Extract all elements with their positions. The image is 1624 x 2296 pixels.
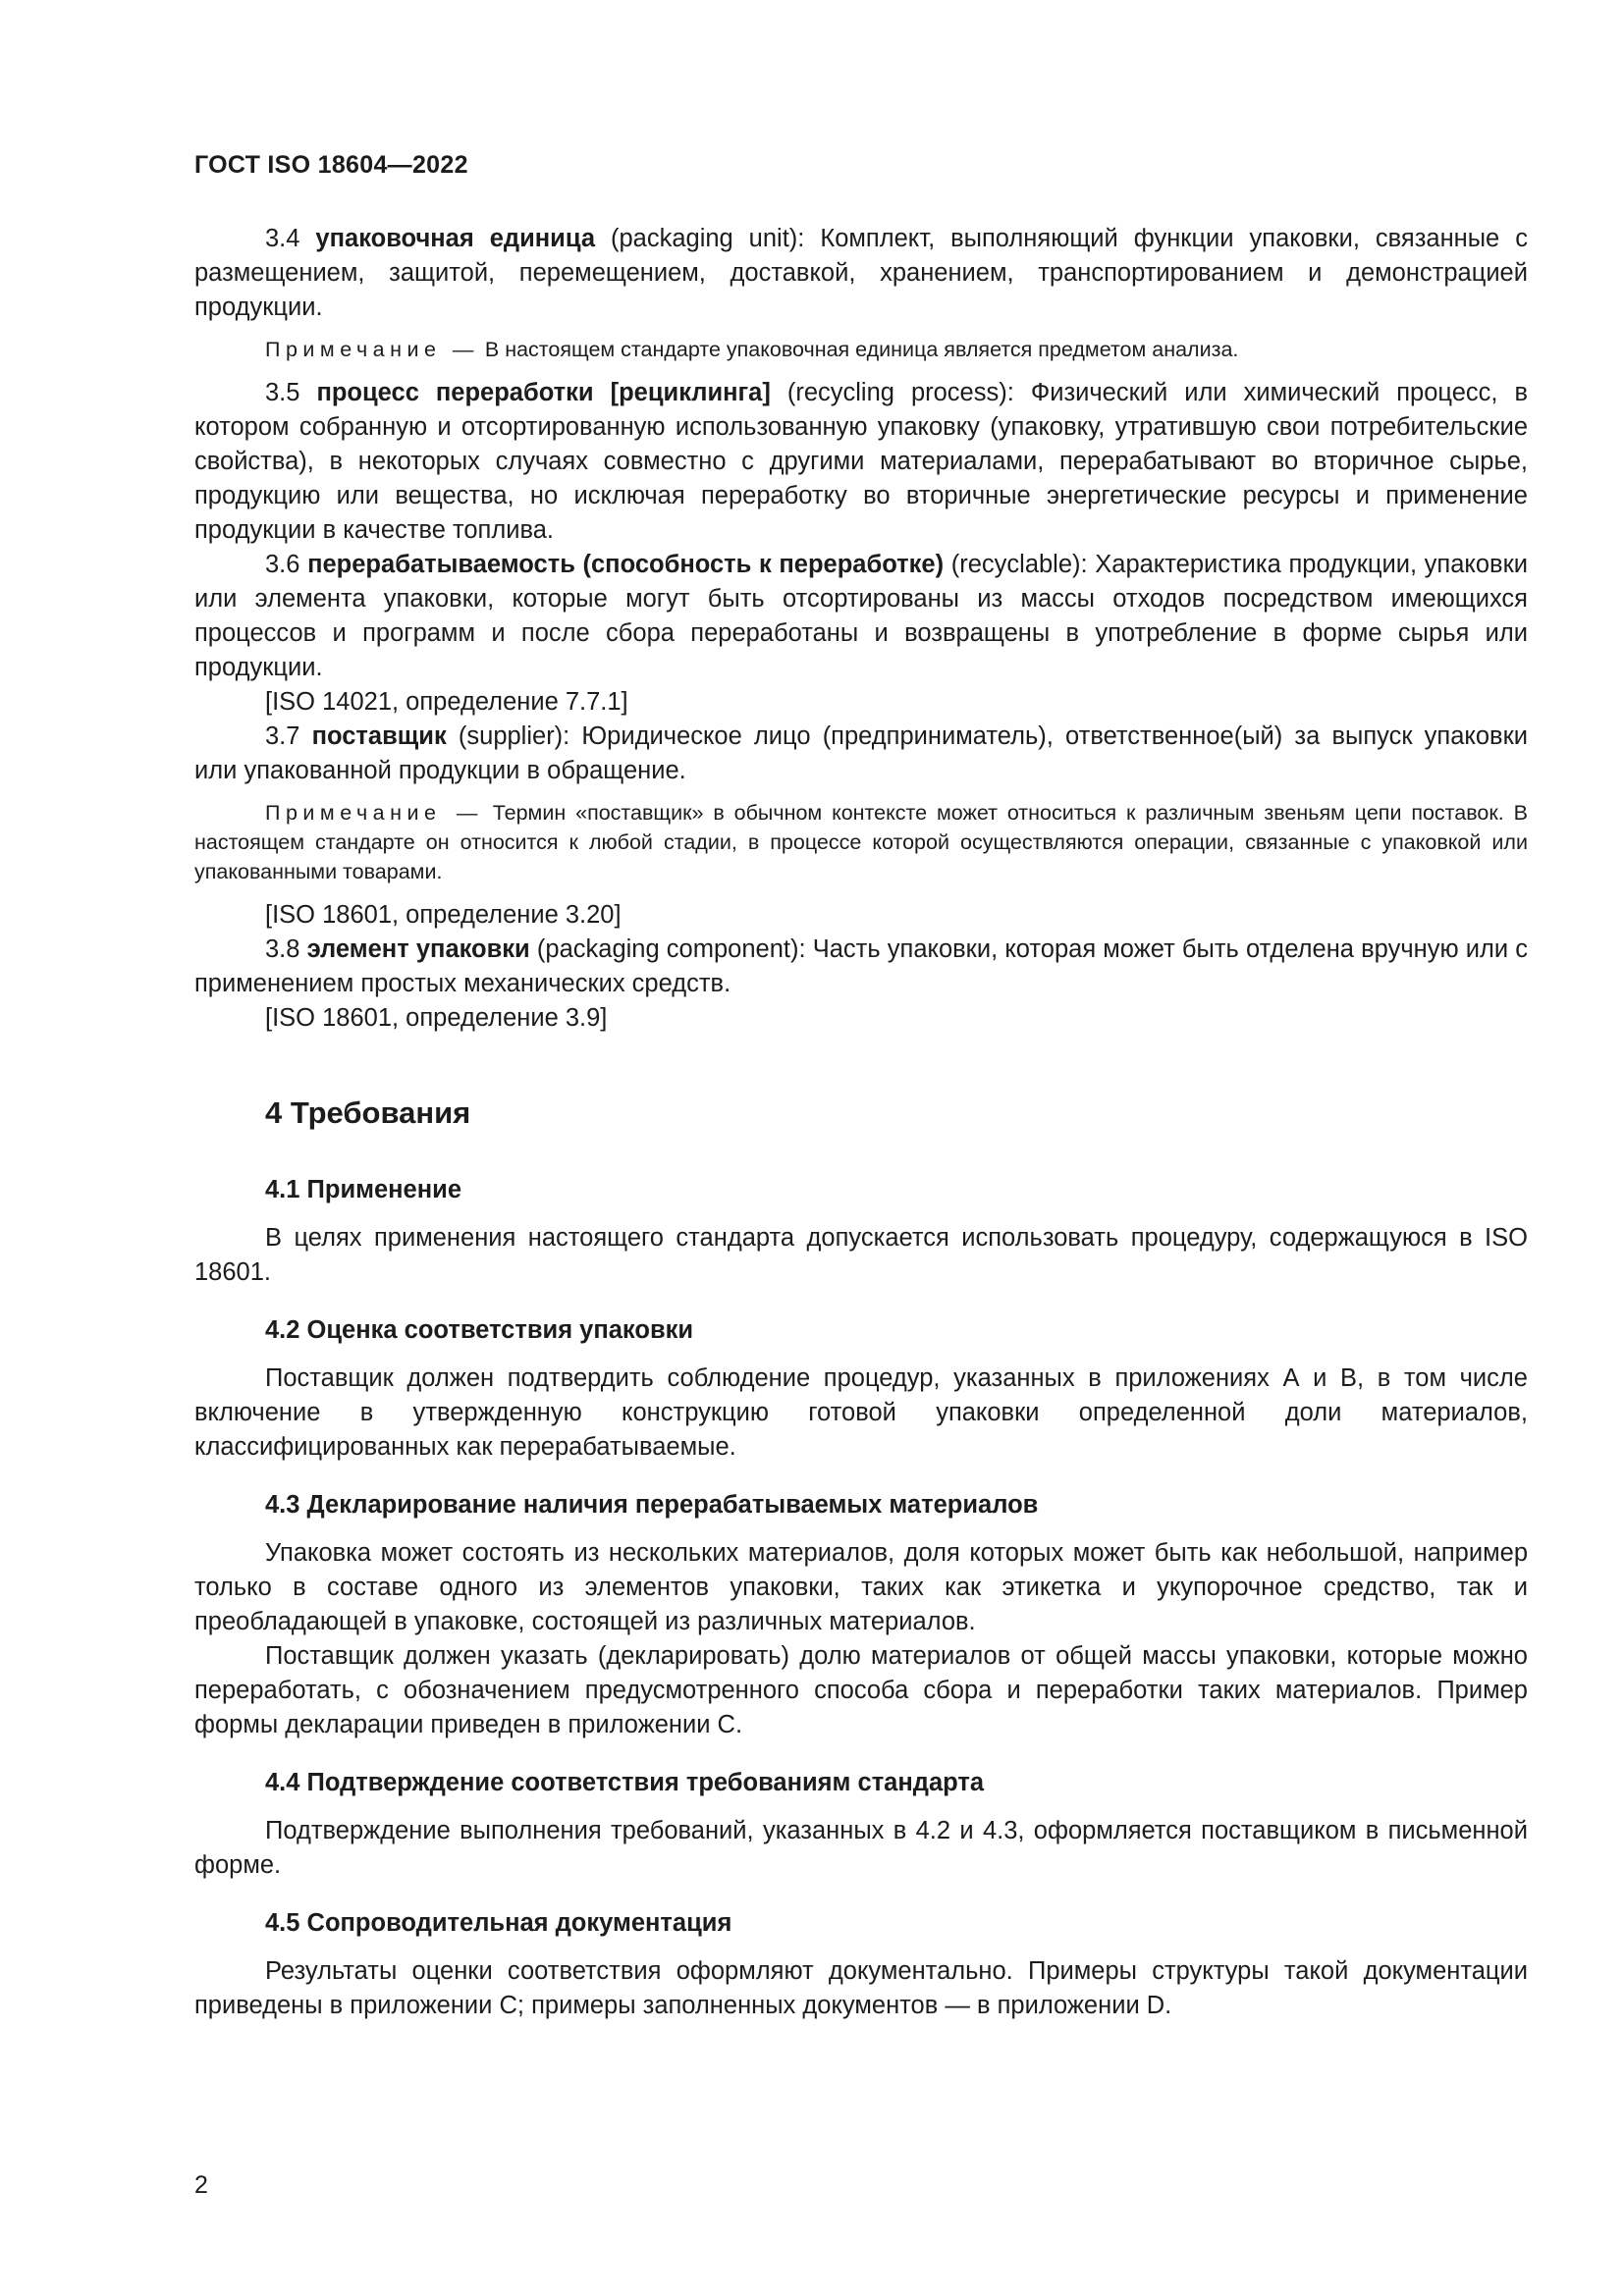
note-text: Термин «поставщик» в обычном контексте может относиться к различным звеньям цепи поставок. В настоящем стандарте он относится к любой стадии, в процессе которой осуществляются операции, связанные с упаковкой или упакованными товарами. <box>194 801 1528 883</box>
note-3-7 <box>194 798 1528 886</box>
subsection-4-1-text: В целях применения настоящего стандарта допускается использовать процедуру, содержащуюся в ISO 18601. <box>194 1224 1528 1286</box>
standard-header: ГОСТ ISO 18604—2022 <box>194 151 468 179</box>
term-3-5 <box>194 376 1528 548</box>
term-title: элемент упаковки <box>306 935 530 963</box>
subsection-4-3-text-2: Поставщик должен указать (декларировать) долю материалов от общей массы упаковки, которые можно переработать, с обозначением предусмотренного способа сбора и переработки таких материалов. Пример формы декларации приведен в приложении С. <box>194 1642 1528 1738</box>
term-number: 3.6 <box>265 551 300 578</box>
term-title: процесс переработки [рециклинга] <box>316 379 771 406</box>
term-english: (recycling process): <box>786 379 1014 406</box>
term-english: (recyclable): <box>950 551 1088 578</box>
term-english: (packaging unit): <box>610 225 805 252</box>
term-definition: Юридическое лицо (предприниматель), ответственное(ый) за выпуск упаковки или упакованной продукции в обращение. <box>194 722 1528 784</box>
reference-3-6: [ISO 14021, определение 7.7.1] <box>265 688 628 716</box>
term-title: поставщик <box>311 722 447 750</box>
term-number: 3.8 <box>265 935 300 963</box>
subsection-4-1-title: 4.1 Применение <box>265 1176 462 1203</box>
term-title: перерабатываемость (способность к переработке) <box>307 551 945 578</box>
subsection-4-2-title: 4.2 Оценка соответствия упаковки <box>265 1316 694 1344</box>
term-english: (supplier): <box>458 722 570 750</box>
term-3-6 <box>194 548 1528 685</box>
term-number: 3.7 <box>265 722 300 750</box>
term-number: 3.5 <box>265 379 300 406</box>
note-label: Примечание — <box>265 801 483 825</box>
term-definition: Комплект, выполняющий функции упаковки, связанные с размещением, защитой, перемещением, доставкой, хранением, транспортированием и демонстрацией продукции. <box>194 225 1528 321</box>
term-3-7 <box>194 720 1528 788</box>
subsection-4-3-title: 4.3 Декларирование наличия перерабатываемых материалов <box>265 1491 1039 1519</box>
note-3-4 <box>194 335 1528 364</box>
subsection-4-5-title: 4.5 Сопроводительная документация <box>265 1909 732 1937</box>
note-text: В настоящем стандарте упаковочная единица является предметом анализа. <box>484 338 1239 361</box>
term-english: (packaging component): <box>536 935 806 963</box>
subsection-4-2-text: Поставщик должен подтвердить соблюдение процедур, указанных в приложениях А и В, в том числе включение в утвержденную конструкцию готовой упаковки определенной доли материалов, классифицированных как перерабатываемые. <box>194 1364 1528 1461</box>
term-definition: Часть упаковки, которая может быть отделена вручную или с применением простых механических средств. <box>194 935 1528 997</box>
section-4-title: 4 Требования <box>265 1095 471 1130</box>
term-3-4 <box>194 222 1528 325</box>
term-definition: Физический или химический процесс, в котором собранную и отсортированную использованную упаковку (упаковку, утратившую свои потребительские свойства), в некоторых случаях совместно с другими материалами, перерабатывают во вторичное сырье, продукцию или вещества, но исключая переработку во вторичные энергетические ресурсы и применение продукции в качестве топлива. <box>194 379 1529 544</box>
subsection-4-3-text-1: Упаковка может состоять из нескольких материалов, доля которых может быть как небольшой, например только в составе одного из элементов упаковки, таких как этикетка и укупорочное средство, так и преобладающей в упаковке, состоящей из различных материалов. <box>194 1539 1528 1635</box>
term-title: упаковочная единица <box>315 225 595 252</box>
subsection-4-4-text: Подтверждение выполнения требований, указанных в 4.2 и 4.3, оформляется поставщиком в письменной форме. <box>194 1817 1528 1879</box>
reference-3-8: [ISO 18601, определение 3.9] <box>265 1004 608 1032</box>
subsection-4-5-text: Результаты оценки соответствия оформляют документально. Примеры структуры такой документации приведены в приложении С; примеры заполненных документов — в приложении D. <box>194 1957 1528 2019</box>
page-number: 2 <box>194 2171 208 2199</box>
term-3-8 <box>194 933 1528 1001</box>
subsection-4-4-title: 4.4 Подтверждение соответствия требованиям стандарта <box>265 1769 985 1796</box>
note-label: Примечание — <box>265 338 479 361</box>
page-content <box>194 222 1528 2023</box>
reference-3-7: [ISO 18601, определение 3.20] <box>265 901 622 929</box>
term-number: 3.4 <box>265 225 300 252</box>
term-definition: Характеристика продукции, упаковки или элемента упаковки, которые могут быть отсортированы из массы отходов посредством имеющихся процессов и программ и после сбора переработаны и возвращены в употребление в форме сырья или продукции. <box>194 551 1528 681</box>
